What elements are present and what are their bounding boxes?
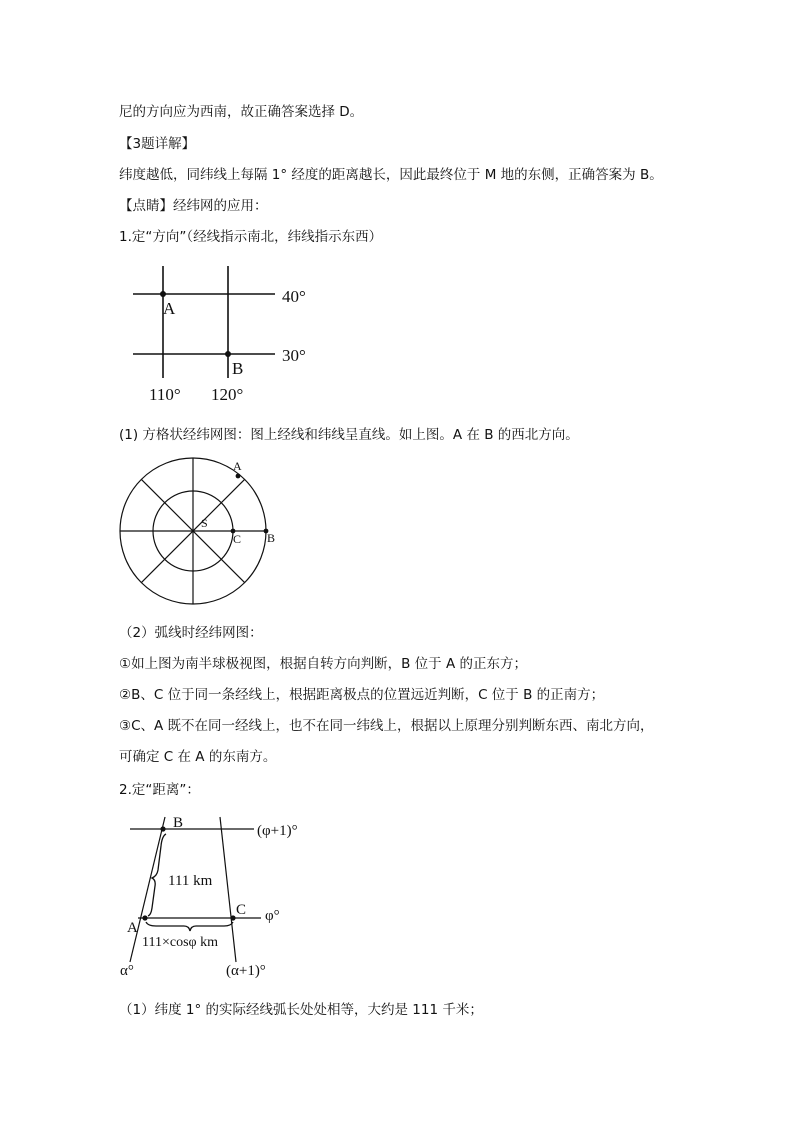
section-distance-heading: 2.定“距离”： [119, 782, 200, 798]
grid-graticule-caption: (1) 方格状经纬网图：图上经线和纬线呈直线。如上图。A 在 B 的西北方向。 [119, 427, 579, 443]
grid-graticule-figure [125, 262, 325, 407]
point-a-dot [142, 915, 147, 920]
rule-line-4: 可确定 C 在 A 的东南方。 [119, 749, 277, 765]
latitude-phi-plus-one-label: (φ+1)° [257, 823, 298, 839]
longitude-110-label: 110° [149, 385, 181, 404]
meridian-distance-label: 111 km [168, 873, 213, 889]
point-c-dot [230, 915, 235, 920]
section-direction-heading: 1.定“方向”（经线指示南北，纬线指示东西） [119, 229, 383, 245]
longitude-120-label: 120° [211, 385, 244, 404]
point-b-dot [225, 351, 231, 357]
point-b-dot [160, 826, 165, 831]
rule-line-2: ②B、C 位于同一条经线上，根据距离极点的位置远近判断，C 位于 B 的正南方； [119, 687, 605, 703]
point-a-dot [236, 474, 241, 479]
point-a-dot [160, 291, 166, 297]
distance-diagram-figure [118, 812, 328, 982]
point-c-label: C [233, 532, 242, 546]
latitude-30-label: 30° [282, 346, 306, 365]
arc-graticule-heading: （2）弧线时经纬网图： [119, 625, 263, 641]
question-3-heading: 【3题详解】 [119, 136, 196, 152]
point-b-label: B [232, 359, 244, 378]
parallel-distance-label: 111×cosφ km [142, 935, 218, 950]
polar-graticule-figure [115, 455, 285, 610]
distance-rule-line-1: （1）纬度 1° 的实际经线弧长处处相等，大约是 111 千米； [119, 1002, 483, 1018]
point-a-label: A [127, 920, 138, 936]
tip-heading: 【点睛】经纬网的应用： [119, 198, 268, 214]
point-c-label: C [236, 902, 247, 918]
point-b-label: B [267, 531, 276, 545]
south-pole-label: S [201, 516, 208, 530]
longitude-alpha-plus-one-label: (α+1)° [226, 963, 266, 979]
text-line-3: 纬度越低，同纬线上每隔 1° 经度的距离越长，因此最终位于 M 地的东侧，正确答案为 B。 [119, 167, 663, 183]
point-a-label: A [233, 459, 242, 473]
latitude-phi-label: φ° [265, 908, 280, 924]
point-b-label: B [173, 815, 184, 831]
latitude-40-label: 40° [282, 287, 306, 306]
rule-line-1: ①如上图为南半球极视图，根据自转方向判断，B 位于 A 的正东方； [119, 656, 527, 672]
longitude-alpha-label: α° [120, 963, 134, 979]
point-a-label: A [163, 299, 176, 318]
rule-line-3: ③C、A 既不在同一经线上，也不在同一纬线上，根据以上原理分别判断东西、南北方向， [119, 718, 654, 734]
text-line-1: 尼的方向应为西南，故正确答案选择 D。 [119, 104, 364, 120]
